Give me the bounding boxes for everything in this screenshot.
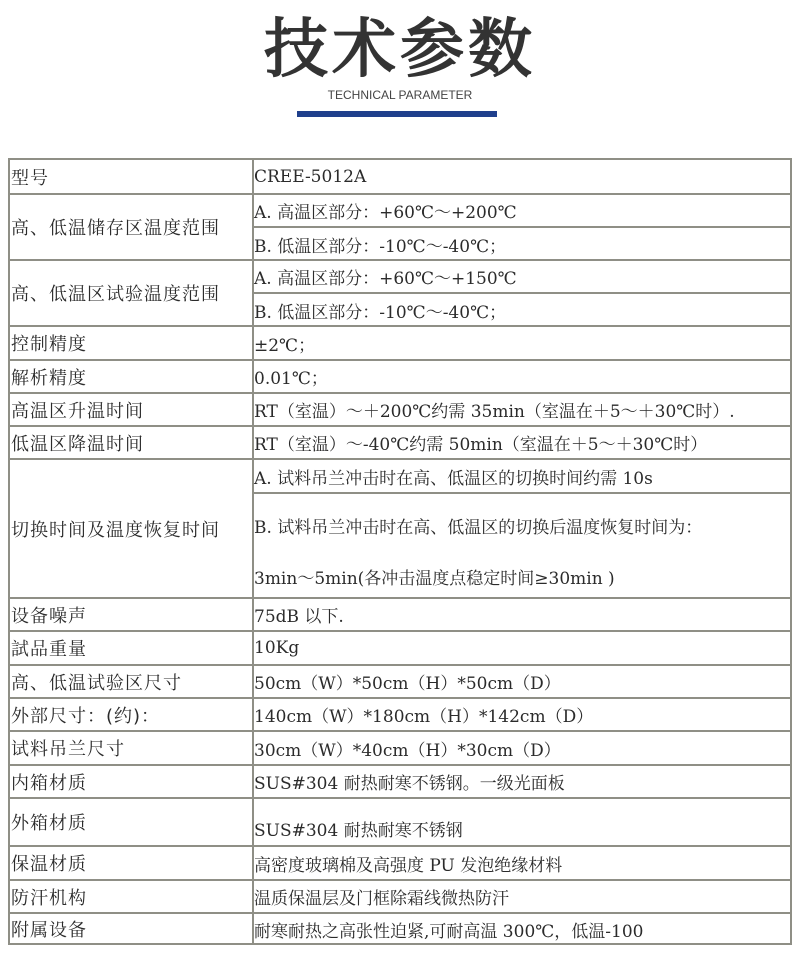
table-row-resolution (10, 359, 790, 392)
row-label: 切换时间及温度恢复时间 (10, 460, 254, 597)
row-value (253, 327, 790, 359)
table-row-noise (10, 597, 790, 630)
row-value (253, 914, 790, 943)
value-line: 30cm（W）*40cm（H）*30cm（D） (254, 740, 561, 761)
page-header (0, 0, 800, 130)
row-label: 内箱材质 (10, 766, 254, 797)
row-value (253, 427, 790, 458)
value-line: 高密度玻璃棉及高强度 PU 发泡绝缘材料 (254, 855, 563, 876)
row-value (253, 460, 790, 597)
table-row-outer-material (10, 797, 790, 845)
value-line: SUS#304 耐热耐寒不锈钢。一级光面板 (254, 774, 565, 794)
value-line: 3min～5min(各冲击温度点稳定时间≥30min ) (254, 569, 615, 589)
table-row-cooling-time (10, 425, 790, 458)
value-line: B. 试料吊兰冲击时在高、低温区的切换后温度恢复时间为： (253, 492, 790, 556)
row-value (253, 699, 790, 730)
row-value (253, 666, 790, 697)
row-label: 外箱材质 (10, 799, 254, 845)
table-row-inner-material (10, 764, 790, 797)
table-row-storage-range (10, 193, 790, 259)
table-row-model (10, 160, 790, 193)
value-line: 75dB 以下. (254, 607, 344, 627)
row-label: 附属设备 (10, 914, 254, 943)
value-line: 耐寒耐热之高张性迫紧,可耐高温 300℃，低温-100 (254, 922, 644, 942)
row-label: 試品重量 (10, 632, 254, 664)
table-row-anti-sweat (10, 879, 790, 912)
row-label: 控制精度 (10, 327, 254, 359)
row-label: 外部尺寸：(约)： (10, 699, 254, 730)
spec-table (8, 158, 792, 945)
row-label: 设备噪声 (10, 599, 254, 630)
table-row-test-range (10, 259, 790, 325)
table-row-switch-recovery-time (10, 458, 790, 597)
table-row-external-size (10, 697, 790, 730)
row-value (253, 261, 790, 325)
row-value (253, 732, 790, 764)
row-value (253, 881, 790, 912)
table-row-sample-weight (10, 630, 790, 664)
value-line: 10Kg (254, 638, 300, 658)
value-line: RT（室温）～＋200℃约需 35min（室温在＋5～＋30℃时）. (254, 402, 735, 422)
page-title: 技术参数 (264, 13, 536, 87)
value-line: RT（室温）～-40℃约需 50min（室温在＋5～＋30℃时） (254, 435, 708, 455)
row-value (253, 394, 790, 425)
row-value (253, 599, 790, 630)
table-row-accessories (10, 912, 790, 943)
row-label: 高、低温区试验温度范围 (10, 261, 254, 325)
row-label: 高、低温试验区尺寸 (10, 666, 254, 697)
value-line: A. 高温区部分：+60℃～+150℃ (254, 269, 517, 289)
row-label: 高、低温储存区温度范围 (10, 195, 254, 259)
row-label: 高温区升温时间 (10, 394, 254, 425)
row-label: 防汗机构 (10, 881, 254, 912)
value-line: 温质保温层及门框除霜线微热防汗 (254, 889, 509, 909)
row-label: 解析精度 (10, 361, 254, 392)
value-line: CREE-5012A (254, 166, 367, 187)
value-line: 140cm（W）*180cm（H）*142cm（D） (254, 707, 594, 727)
row-value (253, 195, 790, 259)
row-value (253, 632, 790, 664)
row-value (253, 361, 790, 392)
row-label: 低温区降温时间 (10, 427, 254, 458)
row-label: 保温材质 (10, 847, 254, 879)
table-row-insulation-material (10, 845, 790, 879)
row-value (253, 160, 790, 193)
value-line: B. 低温区部分：-10℃～-40℃； (253, 292, 790, 327)
value-line: B. 低温区部分：-10℃～-40℃； (253, 226, 790, 261)
title-underline (297, 111, 497, 117)
value-line: A. 试料吊兰冲击时在高、低温区的切换时间约需 10s (254, 468, 653, 489)
value-line: A. 高温区部分：+60℃～+200℃ (254, 203, 517, 223)
value-line: ±2℃； (254, 335, 316, 356)
row-label: 型号 (10, 160, 254, 193)
value-line: 50cm（W）*50cm（H）*50cm（D） (254, 674, 561, 694)
row-value (253, 847, 790, 879)
value-line: 0.01℃； (254, 369, 328, 389)
page-subtitle: TECHNICAL PARAMETER (327, 88, 473, 102)
row-label: 试料吊兰尺寸 (10, 732, 254, 764)
table-row-heating-time (10, 392, 790, 425)
value-line: SUS#304 耐热耐寒不锈钢 (254, 820, 463, 841)
table-row-control-precision (10, 325, 790, 359)
row-value (253, 799, 790, 845)
table-row-test-zone-size (10, 664, 790, 697)
row-value (253, 766, 790, 797)
table-row-basket-size (10, 730, 790, 764)
